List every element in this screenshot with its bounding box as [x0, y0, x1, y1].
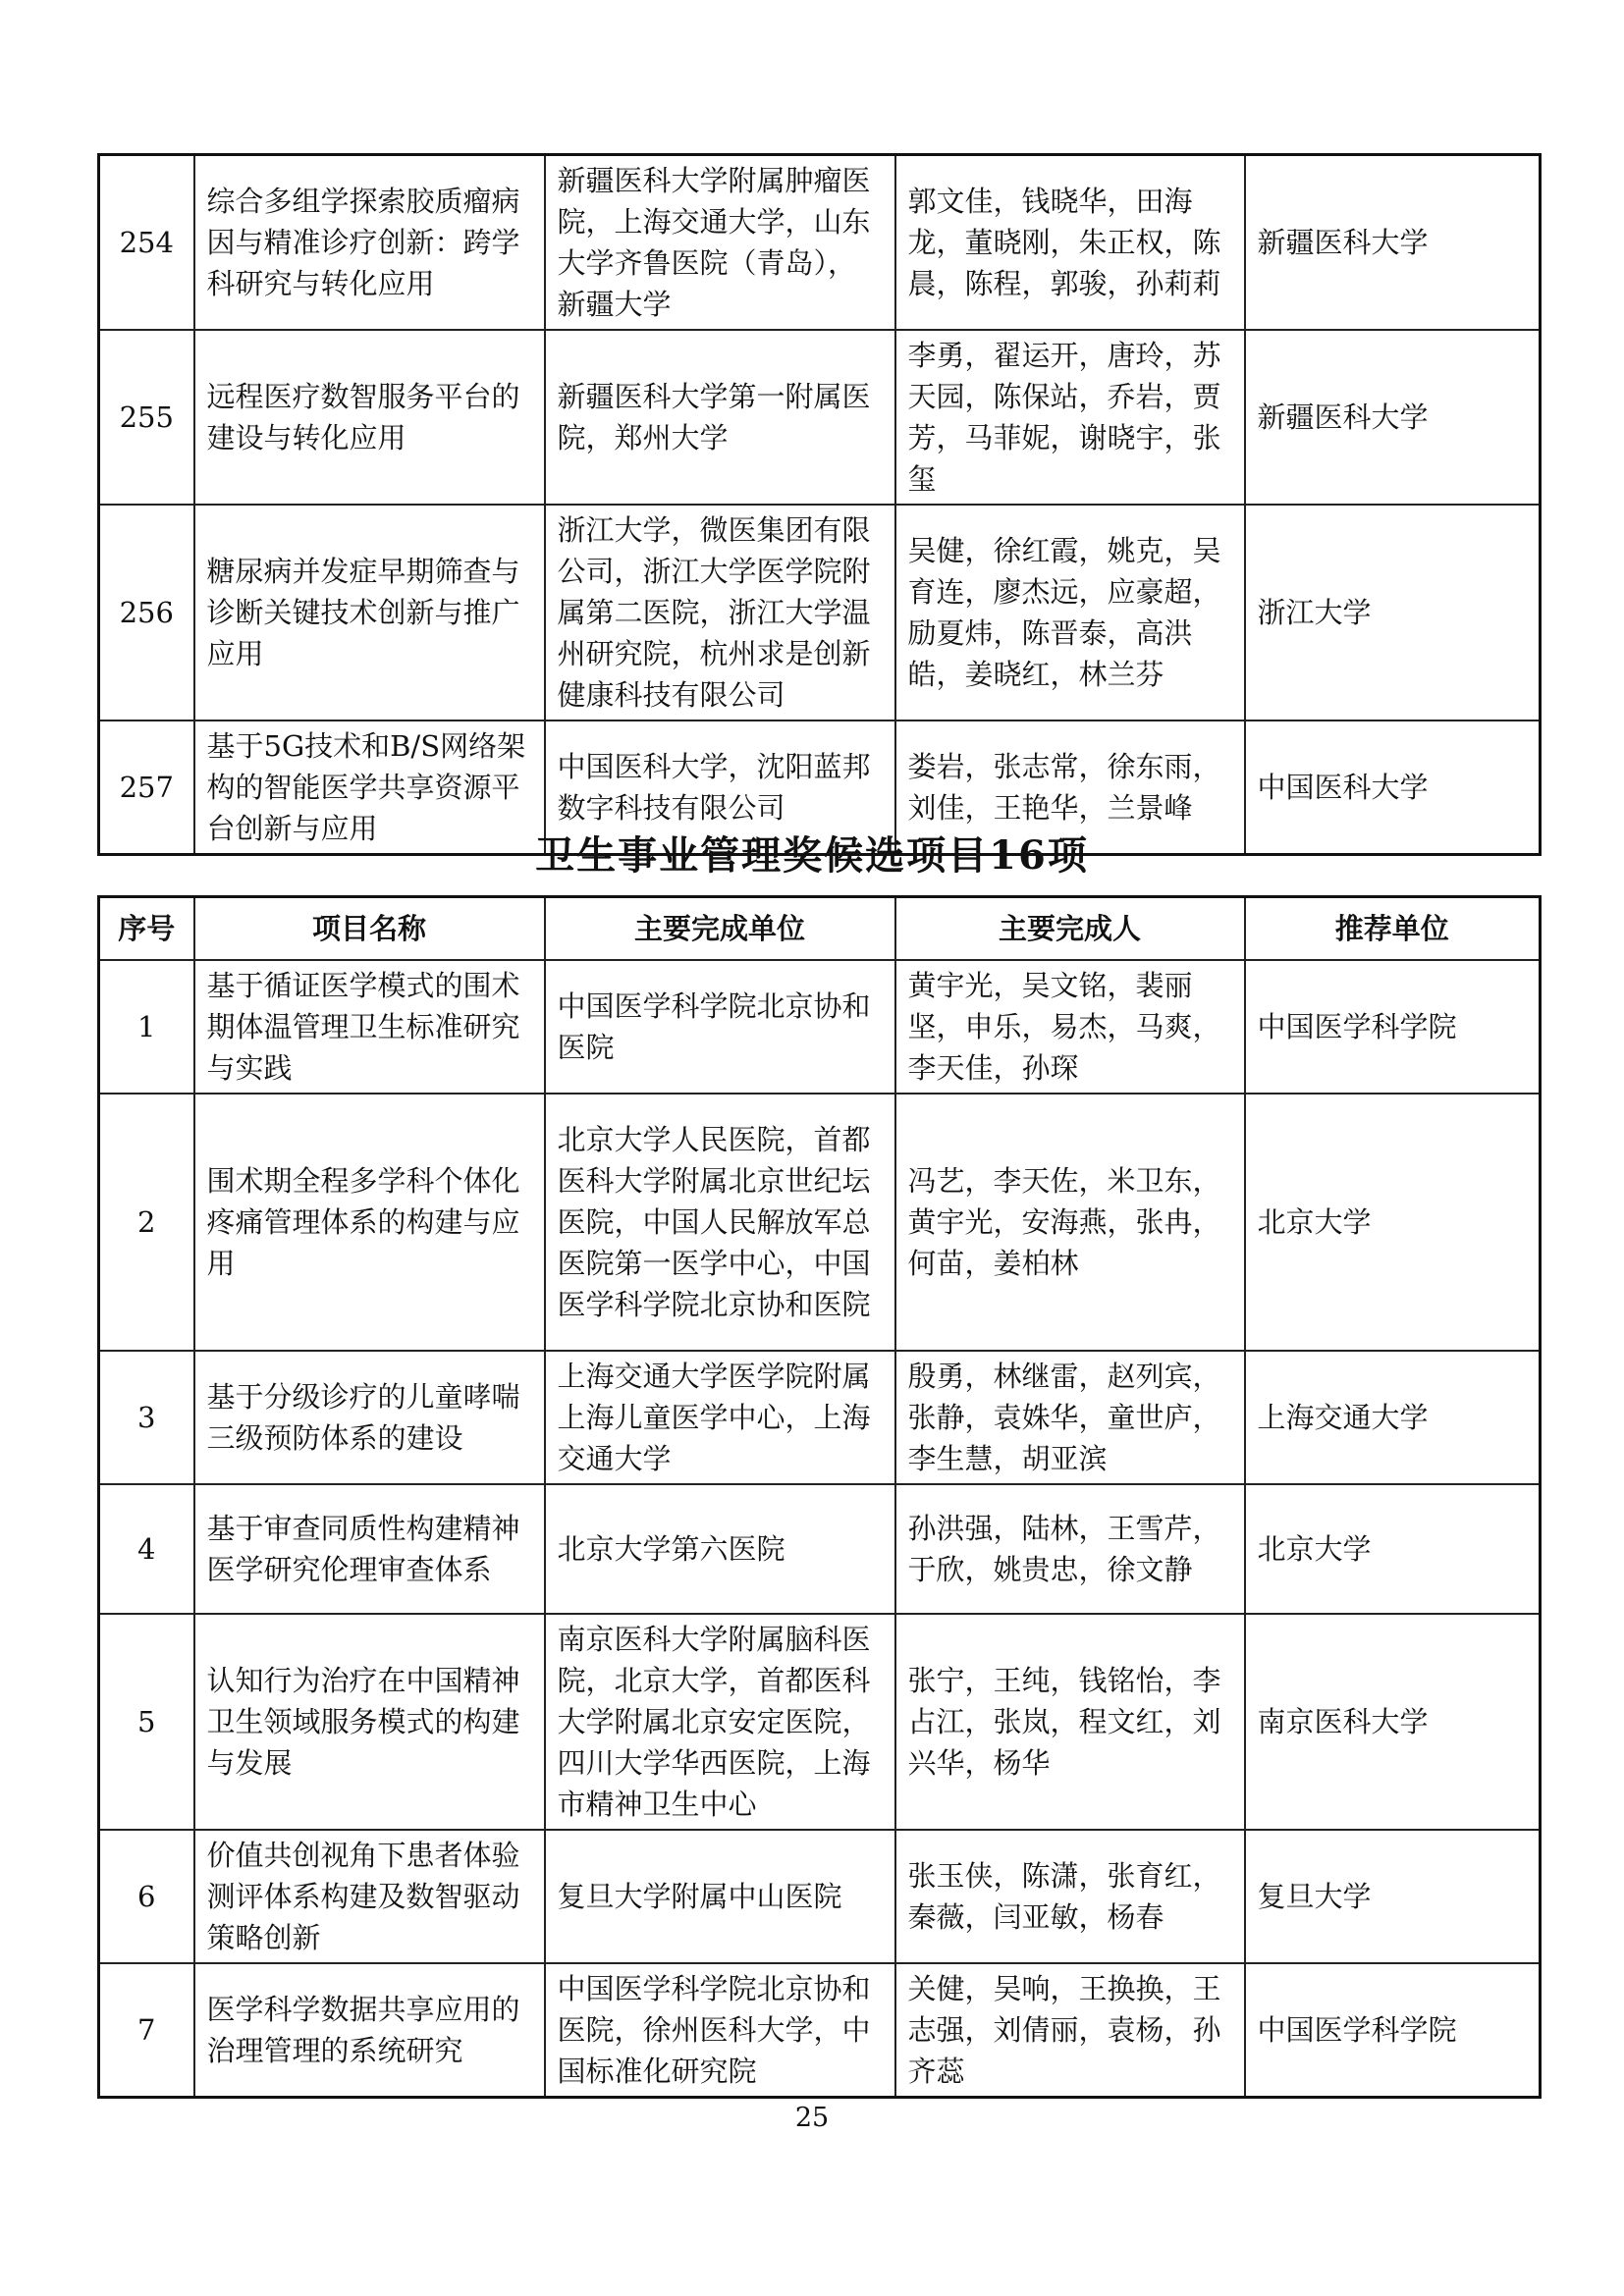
table-row — [99, 330, 1541, 505]
recommending-unit: 中国医学科学院 — [1245, 1963, 1541, 2098]
project-name: 认知行为治疗在中国精神卫生领域服务模式的构建与发展 — [194, 1614, 545, 1830]
table-row — [99, 1351, 1541, 1484]
completing-units: 新疆医科大学附属肿瘤医院，上海交通大学，山东大学齐鲁医院（青岛），新疆大学 — [545, 155, 895, 331]
project-name: 基于审查同质性构建精神医学研究伦理审查体系 — [194, 1484, 545, 1614]
top-project-table — [97, 153, 1542, 856]
completing-units: 新疆医科大学第一附属医院，郑州大学 — [545, 330, 895, 505]
completing-people: 黄宇光，吴文铭，裴丽坚，申乐，易杰，马爽，李天佳，孙琛 — [895, 960, 1245, 1094]
completing-people: 娄岩，张志常，徐东雨，刘佳，王艳华，兰景峰 — [895, 721, 1245, 855]
project-name: 综合多组学探索胶质瘤病因与精准诊疗创新：跨学科研究与转化应用 — [194, 155, 545, 331]
section-title: 卫生事业管理奖候选项目16项 — [535, 832, 1089, 879]
recommending-unit: 北京大学 — [1245, 1094, 1541, 1351]
row-number: 3 — [99, 1351, 194, 1484]
project-name: 基于5G技术和B/S网络架构的智能医学共享资源平台创新与应用 — [194, 721, 545, 855]
header-number: 序号 — [99, 897, 194, 961]
completing-people: 冯艺，李天佐，米卫东，黄宇光，安海燕，张冉，何苗，姜柏林 — [895, 1094, 1245, 1351]
recommending-unit: 新疆医科大学 — [1245, 330, 1541, 505]
health-management-award-table — [97, 895, 1542, 2099]
completing-people: 孙洪强，陆林，王雪芹，于欣，姚贵忠，徐文静 — [895, 1484, 1245, 1614]
row-number: 4 — [99, 1484, 194, 1614]
completing-units: 中国医学科学院北京协和医院，徐州医科大学，中国标准化研究院 — [545, 1963, 895, 2098]
completing-units: 中国医科大学，沈阳蓝邦数字科技有限公司 — [545, 721, 895, 855]
table-row — [99, 155, 1541, 331]
project-name: 远程医疗数智服务平台的建设与转化应用 — [194, 330, 545, 505]
recommending-unit: 中国医学科学院 — [1245, 960, 1541, 1094]
completing-units: 南京医科大学附属脑科医院，北京大学，首都医科大学附属北京安定医院，四川大学华西医院，上海市精神卫生中心 — [545, 1614, 895, 1830]
project-name: 基于循证医学模式的围术期体温管理卫生标准研究与实践 — [194, 960, 545, 1094]
row-number: 254 — [99, 155, 194, 331]
row-number: 7 — [99, 1963, 194, 2098]
project-name: 糖尿病并发症早期筛查与诊断关键技术创新与推广应用 — [194, 505, 545, 721]
completing-units: 浙江大学，微医集团有限公司，浙江大学医学院附属第二医院，浙江大学温州研究院，杭州求是创新健康科技有限公司 — [545, 505, 895, 721]
table-row — [99, 960, 1541, 1094]
recommending-unit: 中国医科大学 — [1245, 721, 1541, 855]
recommending-unit: 浙江大学 — [1245, 505, 1541, 721]
row-number: 2 — [99, 1094, 194, 1351]
table-row — [99, 1614, 1541, 1830]
table-row — [99, 1963, 1541, 2098]
row-number: 6 — [99, 1830, 194, 1963]
completing-people: 殷勇，林继雷，赵列宾，张静，袁姝华，童世庐，李生慧，胡亚滨 — [895, 1351, 1245, 1484]
completing-people: 郭文佳，钱晓华，田海龙，董晓刚，朱正权，陈晨，陈程，郭骏，孙莉莉 — [895, 155, 1245, 331]
completing-people: 张玉侠，陈潇，张育红，秦薇，闫亚敏，杨春 — [895, 1830, 1245, 1963]
table-row — [99, 1094, 1541, 1351]
header-recommending-unit: 推荐单位 — [1245, 897, 1541, 961]
header-completing-people: 主要完成人 — [895, 897, 1245, 961]
table-header-row — [99, 897, 1541, 961]
project-name: 价值共创视角下患者体验测评体系构建及数智驱动策略创新 — [194, 1830, 545, 1963]
completing-units: 中国医学科学院北京协和医院 — [545, 960, 895, 1094]
project-name: 围术期全程多学科个体化疼痛管理体系的构建与应用 — [194, 1094, 545, 1351]
page-number: 25 — [794, 2103, 830, 2133]
row-number: 1 — [99, 960, 194, 1094]
completing-people: 关健，吴响，王换换，王志强，刘倩丽，袁杨，孙齐蕊 — [895, 1963, 1245, 2098]
recommending-unit: 北京大学 — [1245, 1484, 1541, 1614]
row-number: 256 — [99, 505, 194, 721]
completing-people: 李勇，翟运开，唐玲，苏天园，陈保站，乔岩，贾芳，马菲妮，谢晓宇，张玺 — [895, 330, 1245, 505]
row-number: 257 — [99, 721, 194, 855]
table-row — [99, 1830, 1541, 1963]
completing-units: 北京大学人民医院，首都医科大学附属北京世纪坛医院，中国人民解放军总医院第一医学中心，中国医学科学院北京协和医院 — [545, 1094, 895, 1351]
recommending-unit: 南京医科大学 — [1245, 1614, 1541, 1830]
row-number: 5 — [99, 1614, 194, 1830]
table-row — [99, 505, 1541, 721]
completing-people: 张宁，王纯，钱铭怡，李占江，张岚，程文红，刘兴华，杨华 — [895, 1614, 1245, 1830]
completing-units: 北京大学第六医院 — [545, 1484, 895, 1614]
recommending-unit: 新疆医科大学 — [1245, 155, 1541, 331]
row-number: 255 — [99, 330, 194, 505]
project-name: 医学科学数据共享应用的治理管理的系统研究 — [194, 1963, 545, 2098]
recommending-unit: 上海交通大学 — [1245, 1351, 1541, 1484]
table-row — [99, 1484, 1541, 1614]
completing-units: 复旦大学附属中山医院 — [545, 1830, 895, 1963]
completing-units: 上海交通大学医学院附属上海儿童医学中心，上海交通大学 — [545, 1351, 895, 1484]
header-project-name: 项目名称 — [194, 897, 545, 961]
header-completing-units: 主要完成单位 — [545, 897, 895, 961]
completing-people: 吴健，徐红霞，姚克，吴育连，廖杰远，应豪超，励夏炜，陈晋泰，高洪皓，姜晓红，林兰芬 — [895, 505, 1245, 721]
recommending-unit: 复旦大学 — [1245, 1830, 1541, 1963]
project-name: 基于分级诊疗的儿童哮喘三级预防体系的建设 — [194, 1351, 545, 1484]
